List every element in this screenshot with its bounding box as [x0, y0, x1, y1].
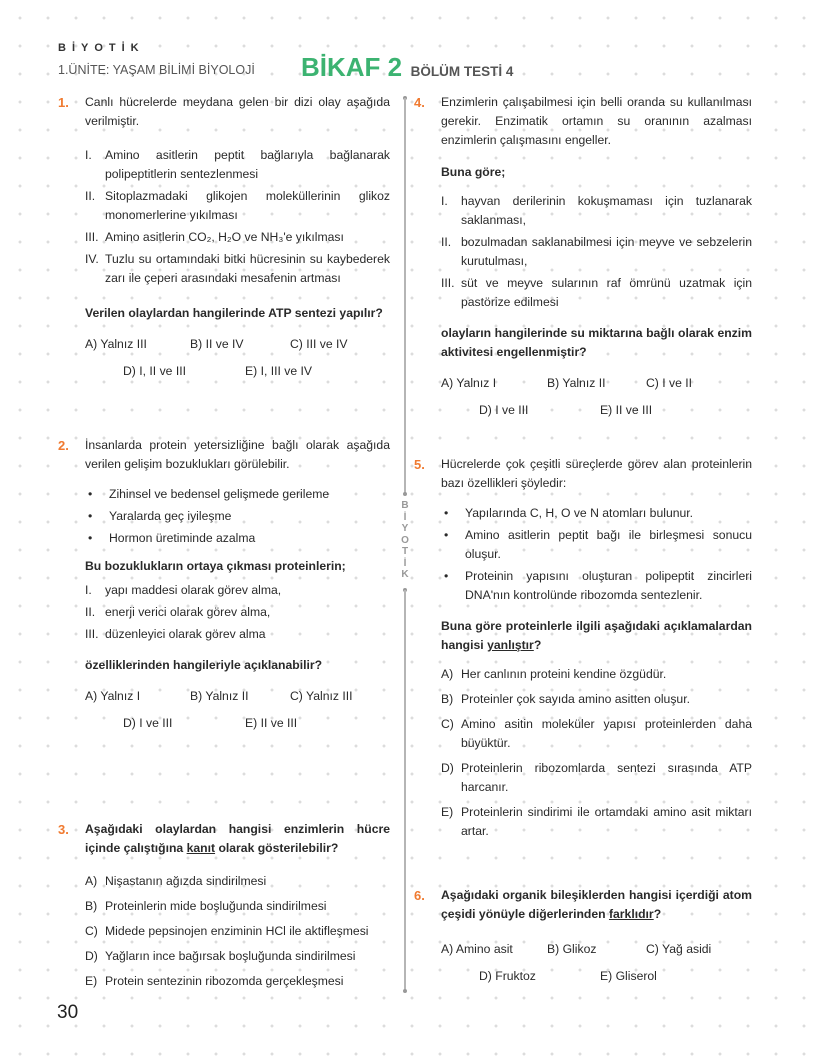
question-prompt: Aşağıdaki organik bileşiklerden hangisi içerdiği atom çeşidi yönüyle diğerlerinden farklıdır?: [441, 888, 752, 921]
question-1: [58, 93, 390, 389]
answer-options: [441, 374, 752, 428]
bullet-item: • Proteinin yapısını oluşturan polipeptit zincirleri DNA'nın kontrolünde ribozomda sentezlenir.: [444, 569, 752, 602]
option-e[interactable]: E) II ve III: [600, 403, 653, 417]
option-c[interactable]: C) Yağ asidi: [646, 942, 712, 956]
question-number: 3.: [58, 822, 69, 837]
question-number: 4.: [414, 95, 425, 110]
option-a[interactable]: A) Yalnız I: [85, 689, 141, 703]
question-lead: Buna göre;: [441, 165, 506, 179]
test-title: [301, 52, 513, 83]
divider-dot: [403, 492, 407, 496]
statement-item: IV. Tuzlu su ortamındaki bitki hücresinin su kaybederek zarı ile çeperi arasındaki mesafenin artması: [85, 252, 390, 285]
option-c[interactable]: C) I ve II: [646, 376, 693, 390]
statement-item: I. Amino asitlerin peptit bağlarıyla bağlanarak polipeptitlerin sentezlenmesi: [85, 148, 390, 181]
bullet-item: • Yaralarda geç iyileşme: [88, 509, 232, 523]
option-e[interactable]: E) II ve III: [245, 716, 298, 730]
option-d[interactable]: D) I, II ve III: [123, 364, 186, 378]
unit-title: 1.ÜNİTE: YAŞAM BİLİMİ BİYOLOJİ: [58, 63, 255, 77]
option-a[interactable]: A) Her canlının proteini kendine özgüdür.: [441, 667, 667, 681]
option-a[interactable]: A) Yalnız III: [85, 337, 147, 351]
option-d[interactable]: D) Yağların ince bağırsak boşluğunda sindirilmesi: [85, 949, 356, 963]
statement-item: III. süt ve meyve sularının raf ömrünü uzatmak için pastörize edilmesi: [441, 276, 752, 309]
option-c[interactable]: C) Yalnız III: [290, 689, 353, 703]
statement-item: II. enerji verici olarak görev alma,: [85, 605, 271, 619]
answer-options: [85, 687, 390, 741]
option-b[interactable]: B) Glikoz: [547, 942, 597, 956]
question-prompt: Verilen olaylardan hangilerinde ATP sentezi yapılır?: [85, 306, 383, 320]
divider-dot: [403, 989, 407, 993]
answer-options: [441, 940, 752, 994]
option-e[interactable]: E) Proteinlerin sindirimi ile ortamdaki amino asit miktarı artar.: [441, 805, 752, 838]
option-b[interactable]: B) Proteinlerin mide boşluğunda sindirilmesi: [85, 899, 327, 913]
answer-options: [85, 335, 390, 389]
question-stem: Enzimlerin çalışabilmesi için belli oranda su kullanılması gerekir. Enzimatik ortamın su oranının azalması enzimlerin çalışmasını engeller.: [441, 95, 752, 147]
option-a[interactable]: A) Amino asit: [441, 942, 513, 956]
question-prompt: Aşağıdaki olaylardan hangisi enzimlerin hücre içinde çalıştığına kanıt olarak gösterilebilir?: [85, 822, 390, 855]
statement-item: I. yapı maddesi olarak görev alma,: [85, 583, 282, 597]
option-e[interactable]: E) I, III ve IV: [245, 364, 313, 378]
option-a[interactable]: A) Nişastanın ağızda sindirilmesi: [85, 874, 267, 888]
page-number: 30: [57, 1002, 79, 1023]
vertical-brand: B İ Y O T İ K: [401, 500, 409, 580]
statement-item: II. Sitoplazmadaki glikojen moleküllerinin glikoz monomerlerine yıkılması: [85, 189, 390, 222]
option-b[interactable]: B) Proteinler çok sayıda amino asitten oluşur.: [441, 692, 690, 706]
question-number: 1.: [58, 95, 69, 110]
option-e[interactable]: E) Protein sentezinin ribozomda gerçekleşmesi: [85, 974, 344, 988]
question-lead: Bu bozuklukların ortaya çıkması proteinlerin;: [85, 559, 346, 573]
question-4: [414, 93, 752, 428]
option-c[interactable]: C) Amino asitin moleküler yapısı proteinlerden daha büyüktür.: [441, 717, 752, 750]
option-b[interactable]: B) Yalnız II: [190, 689, 249, 703]
option-d[interactable]: D) I ve III: [123, 716, 173, 730]
column-divider: [404, 98, 406, 493]
bullet-item: • Hormon üretiminde azalma: [88, 531, 256, 545]
question-6: [414, 886, 752, 994]
option-c[interactable]: C) III ve IV: [290, 337, 348, 351]
option-e[interactable]: E) Gliserol: [600, 969, 657, 983]
option-d[interactable]: D) I ve III: [479, 403, 529, 417]
question-2: [58, 436, 390, 741]
question-5: [414, 455, 752, 841]
bullet-item: • Yapılarında C, H, O ve N atomları bulunur.: [444, 506, 694, 520]
brand-name: BİYOTİK: [58, 42, 145, 54]
statement-item: III. Amino asitlerin CO₂, H₂O ve NH₃'e yıkılması: [85, 230, 344, 244]
bullet-item: • Zihinsel ve bedensel gelişmede gerileme: [88, 487, 330, 501]
bullet-item: • Amino asitlerin peptit bağı ile birleşmesi sonucu oluşur.: [444, 528, 752, 561]
question-stem: Hücrelerde çok çeşitli süreçlerde görev alan proteinlerin bazı özellikleri şöyledir:: [441, 457, 752, 490]
statement-item: II. bozulmadan saklanabilmesi için meyve ve sebzelerin kurutulması,: [441, 235, 752, 268]
statement-item: I. hayvan derilerinin kokuşmaması için tuzlanarak saklanması,: [441, 194, 752, 227]
option-d[interactable]: D) Proteinlerin ribozomlarda sentezi sırasında ATP harcanır.: [441, 761, 752, 794]
test-name: BİKAF 2: [301, 52, 403, 82]
question-prompt: özelliklerinden hangileriyle açıklanabilir?: [85, 658, 323, 672]
option-c[interactable]: C) Midede pepsinojen enziminin HCl ile aktifleşmesi: [85, 924, 369, 938]
question-number: 6.: [414, 888, 425, 903]
emphasis-underline: yanlıştır: [487, 638, 534, 652]
question-stem: Canlı hücrelerde meydana gelen bir dizi olay aşağıda verilmiştir.: [85, 95, 390, 128]
question-3: [58, 820, 390, 991]
option-d[interactable]: D) Fruktoz: [479, 969, 536, 983]
option-b[interactable]: B) Yalnız II: [547, 376, 606, 390]
question-number: 5.: [414, 457, 425, 472]
question-stem: İnsanlarda protein yetersizliğine bağlı olarak aşağıda verilen gelişim bozuklukları görülebilir.: [85, 438, 390, 471]
question-number: 2.: [58, 438, 69, 453]
emphasis-underline: farklıdır: [608, 907, 654, 921]
page-header: [58, 42, 798, 82]
statement-item: III. düzenleyici olarak görev alma: [85, 627, 266, 641]
column-divider: [404, 590, 406, 990]
option-b[interactable]: B) II ve IV: [190, 337, 244, 351]
question-prompt: Buna göre proteinlerle ilgili aşağıdaki açıklamalardan hangisi yanlıştır?: [441, 619, 752, 652]
test-section: BÖLÜM TESTİ 4: [410, 64, 514, 79]
option-a[interactable]: A) Yalnız I: [441, 376, 497, 390]
question-prompt: olayların hangilerinde su miktarına bağlı olarak enzim aktivitesi engellenmiştir?: [441, 326, 752, 359]
emphasis-underline: kanıt: [186, 841, 216, 855]
